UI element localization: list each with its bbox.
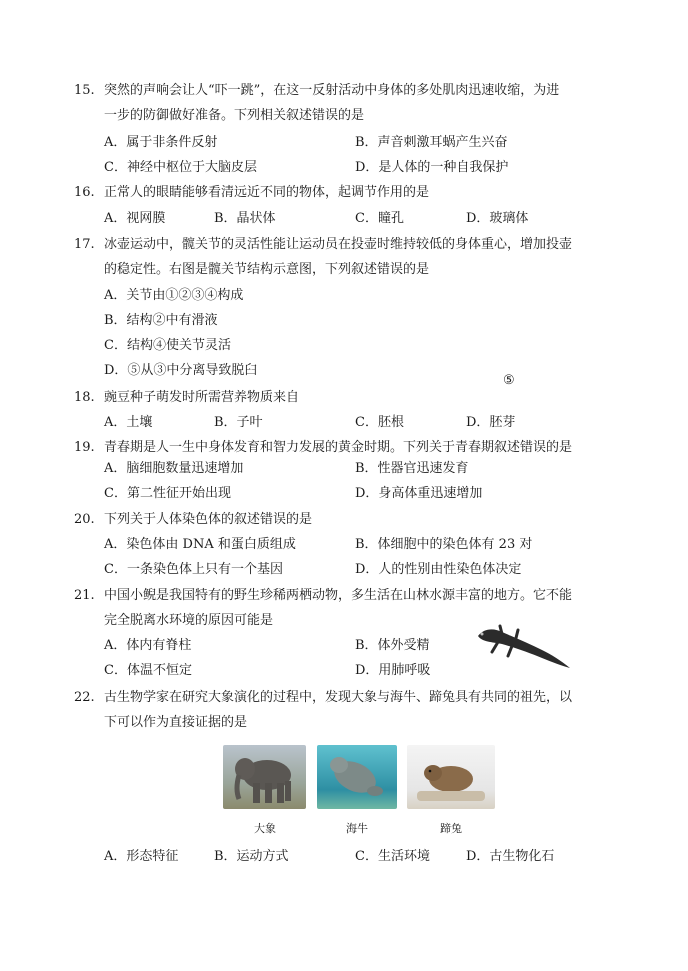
question-number: 15.: [74, 83, 95, 98]
option-c[interactable]: C．体温不恒定: [104, 663, 192, 678]
option-c[interactable]: C．瞳孔: [355, 211, 404, 226]
option-c[interactable]: C．一条染色体上只有一个基因: [104, 562, 283, 577]
option-d[interactable]: D．身高体重迅速增加: [355, 486, 483, 501]
question-22: [74, 685, 614, 735]
option-c[interactable]: C．第二性征开始出现: [104, 486, 231, 501]
question-number: 22.: [74, 690, 95, 705]
question-20: [74, 507, 614, 532]
option-a[interactable]: A．关节由①②③④构成: [104, 288, 244, 303]
question-number: 16.: [74, 185, 95, 200]
option-b[interactable]: B．声音刺激耳蜗产生兴奋: [355, 135, 508, 150]
question-stem: 突然的声响会让人“吓一跳”，在这一反射活动中身体的多处肌肉迅速收缩，为进: [104, 83, 560, 98]
question-number: 21.: [74, 588, 95, 603]
question-stem: 豌豆种子萌发时所需营养物质来自: [104, 390, 300, 405]
question-number: 19.: [74, 440, 95, 455]
question-stem-cont: 完全脱离水环境的原因可能是: [104, 613, 274, 628]
question-15: [74, 78, 614, 128]
option-a[interactable]: A．染色体由 DNA 和蛋白质组成: [104, 537, 296, 552]
option-c[interactable]: C．神经中枢位于大脑皮层: [104, 160, 257, 175]
caption-elephant: 大象: [254, 822, 276, 835]
question-stem-cont: 一步的防御做好准备。下列相关叙述错误的是: [104, 108, 365, 123]
question-stem-cont: 下可以作为直接证据的是: [104, 715, 248, 730]
option-b[interactable]: B．性器官迅速发育: [355, 461, 469, 476]
option-c[interactable]: C．生活环境: [355, 849, 430, 864]
option-a[interactable]: A．形态特征: [104, 849, 179, 864]
question-16: [74, 180, 614, 205]
question-stem: 正常人的眼睛能够看清远近不同的物体，起调节作用的是: [104, 185, 430, 200]
option-b[interactable]: B．体外受精: [355, 638, 430, 653]
question-number: 18.: [74, 390, 95, 405]
option-a[interactable]: A．属于非条件反射: [104, 135, 218, 150]
caption-manatee: 海牛: [346, 822, 368, 835]
option-d[interactable]: D．古生物化石: [466, 849, 555, 864]
option-d[interactable]: D．⑤从③中分离导致脱臼: [104, 363, 258, 378]
option-d[interactable]: D．胚芽: [466, 415, 516, 430]
option-a[interactable]: A．脑细胞数量迅速增加: [104, 461, 244, 476]
question-number: 17.: [74, 237, 95, 252]
question-stem: 青春期是人一生中身体发育和智力发展的黄金时期。下列关于青春期叙述错误的是: [104, 440, 573, 455]
question-17: [74, 232, 614, 282]
option-a[interactable]: A．体内有脊柱: [104, 638, 192, 653]
hyrax-image: [407, 745, 495, 809]
figure-label-5: ⑤: [503, 373, 515, 388]
question-18: [74, 385, 614, 410]
option-a[interactable]: A．视网膜: [104, 211, 166, 226]
question-stem: 古生物学家在研究大象演化的过程中，发现大象与海牛、蹄兔具有共同的祖先，以: [104, 690, 573, 705]
option-b[interactable]: B．晶状体: [214, 211, 276, 226]
question-stem: 中国小鲵是我国特有的野生珍稀两栖动物，多生活在山林水源丰富的地方。它不能: [104, 588, 573, 603]
option-d[interactable]: D．人的性别由性染色体决定: [355, 562, 522, 577]
option-d[interactable]: D．玻璃体: [466, 211, 529, 226]
caption-hyrax: 蹄兔: [440, 822, 462, 835]
option-d[interactable]: D．用肺呼吸: [355, 663, 431, 678]
question-number: 20.: [74, 512, 95, 527]
option-c[interactable]: C．结构④使关节灵活: [104, 338, 231, 353]
manatee-image: [317, 745, 397, 809]
elephant-image: [223, 745, 306, 809]
option-a[interactable]: A．土壤: [104, 415, 153, 430]
option-d[interactable]: D．是人体的一种自我保护: [355, 160, 509, 175]
option-b[interactable]: B．运动方式: [214, 849, 289, 864]
question-stem: 冰壶运动中，髋关节的灵活性能让运动员在投壶时维持较低的身体重心，增加投壶: [104, 237, 573, 252]
option-c[interactable]: C．胚根: [355, 415, 404, 430]
salamander-image: [472, 622, 577, 672]
question-stem-cont: 的稳定性。右图是髋关节结构示意图，下列叙述错误的是: [104, 262, 430, 277]
question-stem: 下列关于人体染色体的叙述错误的是: [104, 512, 313, 527]
option-b[interactable]: B．子叶: [214, 415, 263, 430]
option-b[interactable]: B．体细胞中的染色体有 23 对: [355, 537, 533, 552]
option-b[interactable]: B．结构②中有滑液: [104, 313, 218, 328]
